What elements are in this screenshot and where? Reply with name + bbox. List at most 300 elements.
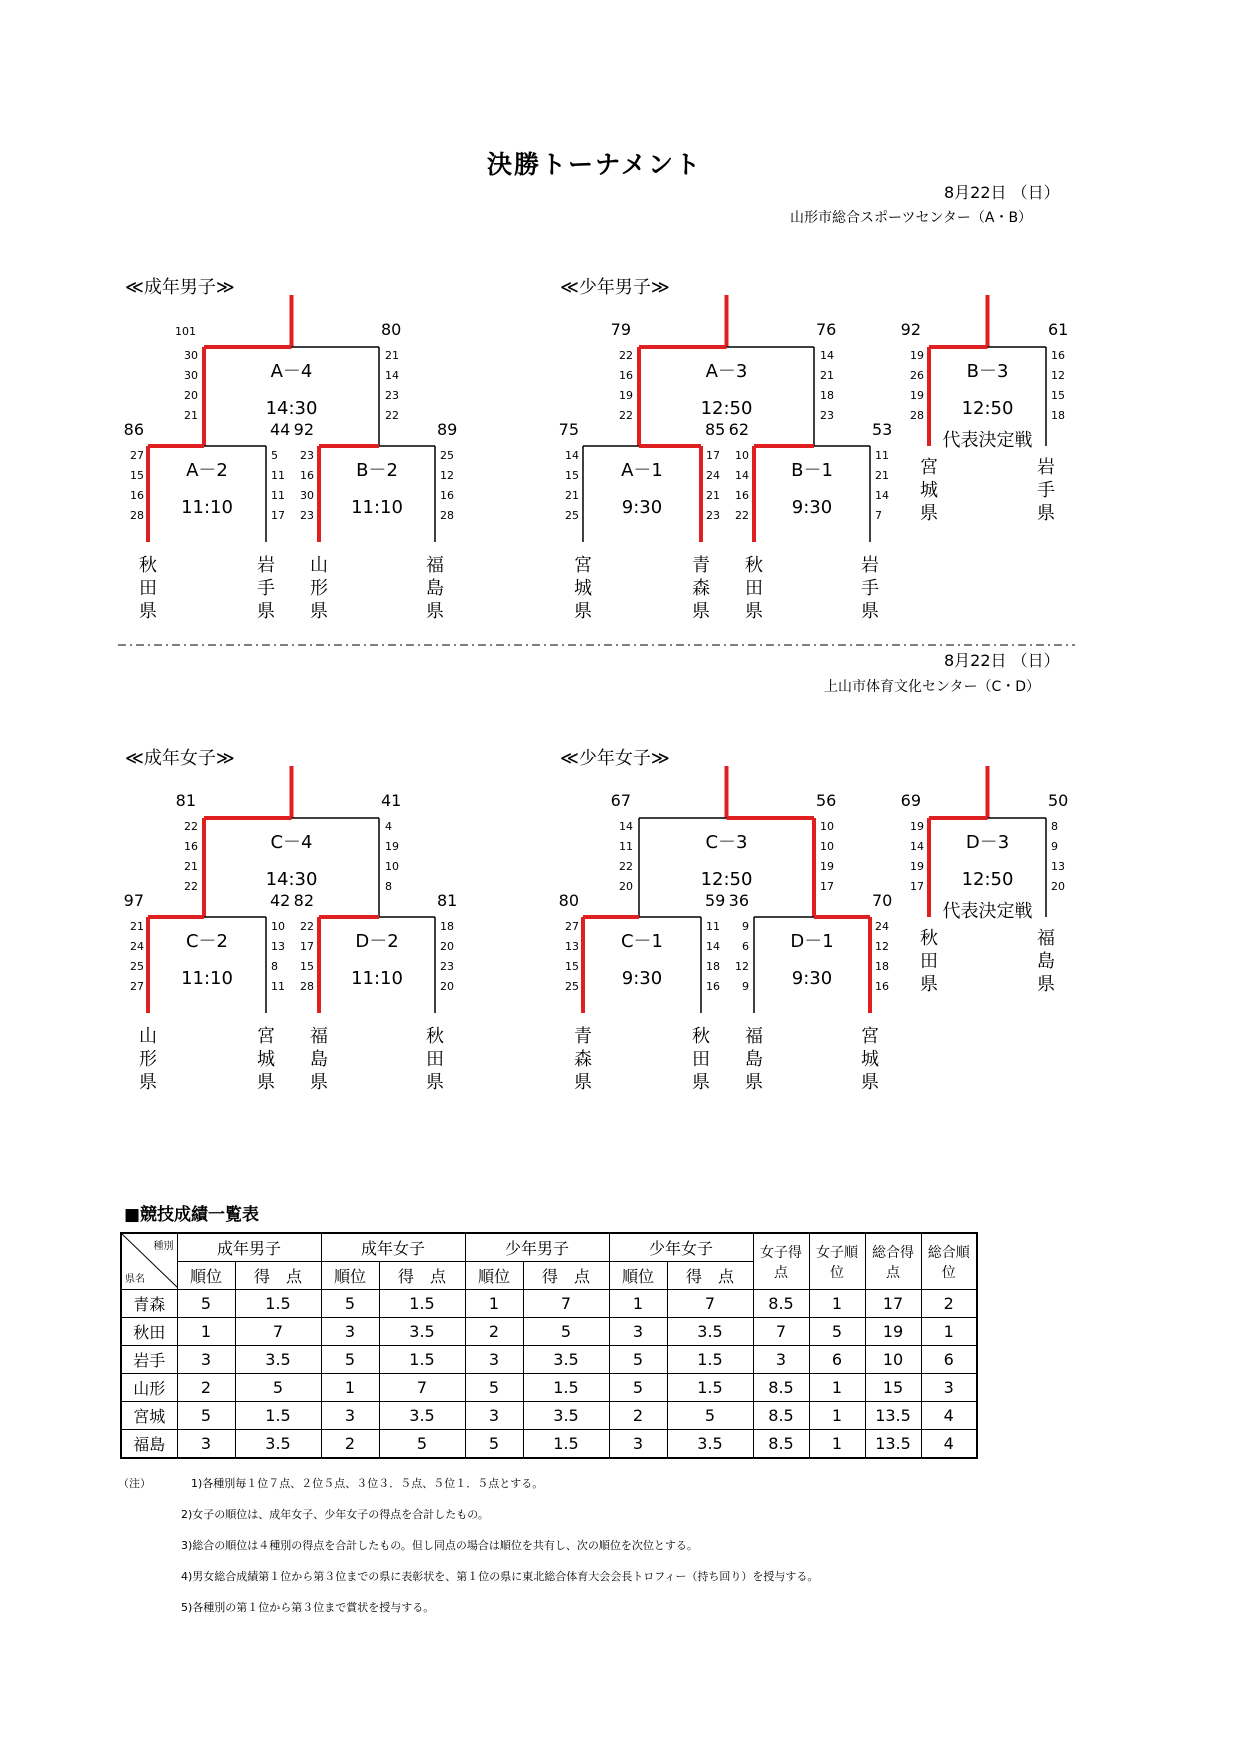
set-score: 13 bbox=[271, 940, 285, 953]
note-item: 4)男女総合成績第１位から第３位までの県に表彰状を、第１位の県に東北総合体育大会会長トロフィー（持ち回り）を授与する。 bbox=[181, 1570, 819, 1583]
team-name-char: 岩 bbox=[861, 555, 879, 576]
team-name-char: 福 bbox=[1037, 928, 1055, 949]
sub-header: 順位 bbox=[465, 1262, 523, 1290]
match-time: 9:30 bbox=[621, 497, 663, 518]
set-score: 14 bbox=[565, 449, 579, 462]
set-score: 14 bbox=[820, 349, 834, 362]
team-name-char: 手 bbox=[861, 578, 879, 599]
match-code: C－1 bbox=[620, 931, 664, 952]
team-name-char: 岩 bbox=[1037, 457, 1055, 478]
result-cell: 8.5 bbox=[753, 1402, 809, 1430]
set-score: 16 bbox=[706, 980, 720, 993]
team-name-char: 県 bbox=[692, 1072, 710, 1093]
prefecture-cell: 青森 bbox=[121, 1290, 177, 1318]
set-score: 21 bbox=[875, 469, 889, 482]
total-score: 36 bbox=[728, 891, 749, 910]
result-cell: 3 bbox=[321, 1318, 379, 1346]
set-score: 20 bbox=[1051, 880, 1065, 893]
total-score: 76 bbox=[816, 320, 837, 339]
set-score: 19 bbox=[820, 860, 834, 873]
total-score: 79 bbox=[610, 320, 631, 339]
team-name-char: 田 bbox=[426, 1049, 444, 1070]
team-name-char: 城 bbox=[257, 1049, 275, 1070]
match-code: C－2 bbox=[185, 931, 229, 952]
sub-header: 得 点 bbox=[523, 1262, 609, 1290]
set-score: 15 bbox=[300, 960, 314, 973]
team-name-char: 県 bbox=[920, 974, 938, 995]
set-score: 19 bbox=[910, 349, 924, 362]
set-score: 20 bbox=[184, 389, 198, 402]
match-time: 11:10 bbox=[181, 497, 233, 518]
total-score: 69 bbox=[900, 791, 921, 810]
prefecture-cell: 宮城 bbox=[121, 1402, 177, 1430]
result-cell: 6 bbox=[921, 1346, 977, 1374]
sub-header: 得 点 bbox=[235, 1262, 321, 1290]
result-cell: 1.5 bbox=[667, 1374, 753, 1402]
set-score: 19 bbox=[910, 389, 924, 402]
group-header: 成年男子 bbox=[177, 1233, 321, 1262]
team-name-char: 田 bbox=[692, 1049, 710, 1070]
result-cell: 5 bbox=[609, 1346, 667, 1374]
total-score: 42 bbox=[270, 891, 291, 910]
match-time: 9:30 bbox=[791, 497, 833, 518]
team-name-char: 宮 bbox=[920, 457, 938, 478]
team-name-char: 秋 bbox=[692, 1026, 710, 1047]
team-name-char: 田 bbox=[745, 578, 763, 599]
team-name-char: 県 bbox=[310, 601, 328, 622]
team-name-char: 島 bbox=[426, 578, 444, 599]
match-code: D－3 bbox=[965, 832, 1010, 853]
set-score: 17 bbox=[706, 449, 720, 462]
results-table bbox=[120, 1232, 978, 1459]
result-cell: 5 bbox=[809, 1318, 865, 1346]
set-score: 16 bbox=[440, 489, 454, 502]
match-note: 代表決定戦 bbox=[942, 901, 1033, 922]
set-score: 21 bbox=[385, 349, 399, 362]
total-score: 89 bbox=[437, 420, 458, 439]
result-cell: 17 bbox=[865, 1290, 921, 1318]
set-score: 6 bbox=[742, 940, 749, 953]
set-score: 23 bbox=[300, 509, 314, 522]
total-score: 86 bbox=[123, 420, 144, 439]
bracket-rep-shonen-joshi bbox=[901, 766, 1069, 995]
set-score: 22 bbox=[619, 409, 633, 422]
team-name-char: 島 bbox=[745, 1049, 763, 1070]
set-score: 5 bbox=[271, 449, 278, 462]
set-score: 14 bbox=[875, 489, 889, 502]
set-score: 27 bbox=[130, 980, 144, 993]
bracket-rep-shonen-danshi bbox=[901, 295, 1069, 524]
team-name-char: 島 bbox=[310, 1049, 328, 1070]
extra-header: 女子順位 bbox=[809, 1233, 865, 1290]
set-score: 21 bbox=[184, 409, 198, 422]
set-score: 16 bbox=[1051, 349, 1065, 362]
set-score: 23 bbox=[820, 409, 834, 422]
team-name-char: 城 bbox=[574, 578, 592, 599]
table-row bbox=[121, 1290, 977, 1318]
match-code: C－4 bbox=[270, 832, 313, 853]
result-cell: 3 bbox=[921, 1374, 977, 1402]
group-header: 少年女子 bbox=[609, 1233, 753, 1262]
team-name-char: 岩 bbox=[257, 555, 275, 576]
extra-header: 総合得点 bbox=[865, 1233, 921, 1290]
division-label-seinen-joshi: ≪成年女子≫ bbox=[125, 748, 235, 769]
set-score: 18 bbox=[875, 960, 889, 973]
total-score: 80 bbox=[381, 320, 402, 339]
set-score: 16 bbox=[735, 489, 749, 502]
result-cell: 13.5 bbox=[865, 1430, 921, 1459]
group-header: 少年男子 bbox=[465, 1233, 609, 1262]
team-name-char: 山 bbox=[310, 555, 328, 576]
result-cell: 5 bbox=[177, 1402, 235, 1430]
total-score: 67 bbox=[610, 791, 631, 810]
division-label-shonen-joshi: ≪少年女子≫ bbox=[560, 748, 670, 769]
set-score: 18 bbox=[1051, 409, 1065, 422]
result-cell: 1 bbox=[809, 1374, 865, 1402]
table-row bbox=[121, 1318, 977, 1346]
prefecture-cell: 岩手 bbox=[121, 1346, 177, 1374]
result-cell: 3 bbox=[609, 1430, 667, 1459]
set-score: 24 bbox=[875, 920, 889, 933]
set-score: 19 bbox=[619, 389, 633, 402]
match-code: B－1 bbox=[791, 460, 833, 481]
set-score: 24 bbox=[706, 469, 720, 482]
total-score: 62 bbox=[728, 420, 749, 439]
set-score: 12 bbox=[735, 960, 749, 973]
corner-cell bbox=[121, 1233, 177, 1290]
set-score: 10 bbox=[385, 860, 399, 873]
total-score: 80 bbox=[558, 891, 579, 910]
team-name-char: 県 bbox=[257, 601, 275, 622]
note-item: 3)総合の順位は４種別の得点を合計したもの。但し同点の場合は順位を共有し、次の順位を次位とする。 bbox=[181, 1539, 698, 1552]
team-name-char: 県 bbox=[745, 1072, 763, 1093]
group-header: 成年女子 bbox=[321, 1233, 465, 1262]
result-cell: 1.5 bbox=[379, 1290, 465, 1318]
set-score: 15 bbox=[565, 469, 579, 482]
extra-header: 総合順位 bbox=[921, 1233, 977, 1290]
team-name-char: 県 bbox=[692, 601, 710, 622]
team-name-char: 宮 bbox=[574, 555, 592, 576]
result-cell: 7 bbox=[235, 1318, 321, 1346]
result-cell: 2 bbox=[609, 1402, 667, 1430]
set-score: 22 bbox=[184, 880, 198, 893]
set-score: 19 bbox=[385, 840, 399, 853]
result-cell: 3 bbox=[177, 1346, 235, 1374]
result-cell: 3.5 bbox=[667, 1318, 753, 1346]
result-cell: 5 bbox=[523, 1318, 609, 1346]
set-score: 13 bbox=[1051, 860, 1065, 873]
total-score: 59 bbox=[705, 891, 726, 910]
result-cell: 3.5 bbox=[235, 1346, 321, 1374]
team-name-char: 森 bbox=[574, 1049, 592, 1070]
results-heading: ■競技成績一覧表 bbox=[124, 1205, 260, 1225]
prefecture-cell: 山形 bbox=[121, 1374, 177, 1402]
match-code: D－2 bbox=[355, 931, 399, 952]
team-name-char: 県 bbox=[745, 601, 763, 622]
match-time: 12:50 bbox=[961, 869, 1014, 890]
match-code: A－3 bbox=[705, 361, 748, 382]
team-name-char: 秋 bbox=[745, 555, 763, 576]
team-name-char: 県 bbox=[1037, 503, 1055, 524]
total-score: 56 bbox=[816, 791, 837, 810]
date-1: 8月22日 （日） bbox=[944, 183, 1060, 202]
result-cell: 1.5 bbox=[235, 1402, 321, 1430]
team-name-char: 田 bbox=[139, 578, 157, 599]
result-cell: 5 bbox=[465, 1430, 523, 1459]
team-name-char: 福 bbox=[310, 1026, 328, 1047]
set-score: 16 bbox=[184, 840, 198, 853]
result-cell: 7 bbox=[523, 1290, 609, 1318]
result-cell: 5 bbox=[321, 1290, 379, 1318]
set-score: 28 bbox=[300, 980, 314, 993]
result-cell: 5 bbox=[609, 1374, 667, 1402]
result-cell: 2 bbox=[921, 1290, 977, 1318]
match-code: A－1 bbox=[621, 460, 663, 481]
set-score: 16 bbox=[875, 980, 889, 993]
set-score: 23 bbox=[440, 960, 454, 973]
set-score: 13 bbox=[565, 940, 579, 953]
set-score: 27 bbox=[565, 920, 579, 933]
total-score: 97 bbox=[123, 891, 144, 910]
sub-header: 得 点 bbox=[379, 1262, 465, 1290]
division-label-seinen-danshi: ≪成年男子≫ bbox=[125, 277, 235, 298]
result-cell: 1 bbox=[177, 1318, 235, 1346]
result-cell: 5 bbox=[379, 1430, 465, 1459]
match-note: 代表決定戦 bbox=[942, 430, 1033, 451]
result-cell: 19 bbox=[865, 1318, 921, 1346]
total-score: 41 bbox=[381, 791, 402, 810]
set-score: 25 bbox=[440, 449, 454, 462]
result-cell: 1 bbox=[609, 1290, 667, 1318]
set-score: 22 bbox=[735, 509, 749, 522]
date-2: 8月22日 （日） bbox=[944, 651, 1060, 670]
result-cell: 8.5 bbox=[753, 1290, 809, 1318]
team-name-char: 山 bbox=[139, 1026, 157, 1047]
bracket-shonen-joshi bbox=[559, 766, 893, 1093]
total-score: 53 bbox=[872, 420, 893, 439]
team-name-char: 県 bbox=[1037, 974, 1055, 995]
set-score: 22 bbox=[619, 860, 633, 873]
page-title: 決勝トーナメント bbox=[487, 150, 703, 179]
result-cell: 15 bbox=[865, 1374, 921, 1402]
set-score: 20 bbox=[619, 880, 633, 893]
table-row bbox=[121, 1346, 977, 1374]
prefecture-cell: 福島 bbox=[121, 1430, 177, 1459]
set-score: 30 bbox=[300, 489, 314, 502]
result-cell: 1.5 bbox=[667, 1346, 753, 1374]
result-cell: 8.5 bbox=[753, 1374, 809, 1402]
set-score: 26 bbox=[910, 369, 924, 382]
set-score: 9 bbox=[1051, 840, 1058, 853]
table-row bbox=[121, 1430, 977, 1459]
division-label-shonen-danshi: ≪少年男子≫ bbox=[560, 277, 670, 298]
match-time: 12:50 bbox=[700, 869, 753, 890]
set-score: 22 bbox=[385, 409, 399, 422]
result-cell: 1.5 bbox=[523, 1374, 609, 1402]
result-cell: 7 bbox=[667, 1290, 753, 1318]
match-time: 11:10 bbox=[351, 497, 403, 518]
set-score: 11 bbox=[271, 980, 285, 993]
set-score: 16 bbox=[300, 469, 314, 482]
set-score: 20 bbox=[440, 980, 454, 993]
result-cell: 3 bbox=[465, 1346, 523, 1374]
team-name-char: 宮 bbox=[861, 1026, 879, 1047]
extra-header: 女子得点 bbox=[753, 1233, 809, 1290]
team-name-char: 県 bbox=[257, 1072, 275, 1093]
set-score: 27 bbox=[130, 449, 144, 462]
set-score: 19 bbox=[910, 820, 924, 833]
set-score: 9 bbox=[742, 980, 749, 993]
note-item: 1)各種別毎１位７点、２位５点、３位３．５点、５位１．５点とする。 bbox=[191, 1477, 544, 1490]
set-score: 16 bbox=[130, 489, 144, 502]
match-time: 12:50 bbox=[961, 398, 1014, 419]
set-score: 21 bbox=[820, 369, 834, 382]
result-cell: 3.5 bbox=[379, 1402, 465, 1430]
result-cell: 1.5 bbox=[379, 1346, 465, 1374]
set-score: 11 bbox=[619, 840, 633, 853]
team-name-char: 島 bbox=[1037, 951, 1055, 972]
corner-bottom-label: 県名 bbox=[125, 1274, 145, 1285]
set-score: 24 bbox=[130, 940, 144, 953]
set-score: 10 bbox=[820, 820, 834, 833]
result-cell: 1 bbox=[465, 1290, 523, 1318]
set-score: 18 bbox=[706, 960, 720, 973]
result-cell: 10 bbox=[865, 1346, 921, 1374]
team-name-char: 県 bbox=[426, 1072, 444, 1093]
set-score: 22 bbox=[184, 820, 198, 833]
set-score: 15 bbox=[130, 469, 144, 482]
set-score: 17 bbox=[271, 509, 285, 522]
set-score: 22 bbox=[619, 349, 633, 362]
prefecture-cell: 秋田 bbox=[121, 1318, 177, 1346]
total-score: 101 bbox=[175, 325, 196, 338]
match-code: A－2 bbox=[186, 460, 228, 481]
result-cell: 5 bbox=[235, 1374, 321, 1402]
match-code: A－4 bbox=[270, 361, 313, 382]
team-name-char: 形 bbox=[139, 1049, 157, 1070]
sub-header: 順位 bbox=[321, 1262, 379, 1290]
set-score: 12 bbox=[440, 469, 454, 482]
set-score: 28 bbox=[440, 509, 454, 522]
set-score: 14 bbox=[385, 369, 399, 382]
set-score: 17 bbox=[300, 940, 314, 953]
venue-2: 上山市体育文化センター（C・D） bbox=[824, 679, 1040, 695]
match-time: 11:10 bbox=[351, 968, 403, 989]
set-score: 7 bbox=[875, 509, 882, 522]
total-score: 82 bbox=[293, 891, 314, 910]
team-name-char: 県 bbox=[426, 601, 444, 622]
table-row bbox=[121, 1374, 977, 1402]
set-score: 10 bbox=[735, 449, 749, 462]
set-score: 17 bbox=[820, 880, 834, 893]
bracket-seinen-danshi bbox=[124, 295, 458, 622]
total-score: 75 bbox=[558, 420, 579, 439]
set-score: 8 bbox=[1051, 820, 1058, 833]
set-score: 9 bbox=[742, 920, 749, 933]
result-cell: 8.5 bbox=[753, 1430, 809, 1459]
match-time: 9:30 bbox=[621, 968, 663, 989]
result-cell: 1 bbox=[921, 1318, 977, 1346]
match-code: B－2 bbox=[356, 460, 398, 481]
set-score: 14 bbox=[706, 940, 720, 953]
total-score: 50 bbox=[1048, 791, 1069, 810]
team-name-char: 県 bbox=[920, 503, 938, 524]
table-row bbox=[121, 1402, 977, 1430]
result-cell: 2 bbox=[321, 1430, 379, 1459]
team-name-char: 青 bbox=[574, 1026, 592, 1047]
set-score: 23 bbox=[300, 449, 314, 462]
note-item: 2)女子の順位は、成年女子、少年女子の得点を合計したもの。 bbox=[181, 1508, 489, 1521]
result-cell: 1 bbox=[809, 1290, 865, 1318]
result-cell: 6 bbox=[809, 1346, 865, 1374]
result-cell: 1 bbox=[809, 1430, 865, 1459]
result-cell: 4 bbox=[921, 1402, 977, 1430]
team-name-char: 県 bbox=[139, 1072, 157, 1093]
total-score: 44 bbox=[270, 420, 291, 439]
result-cell: 1.5 bbox=[523, 1430, 609, 1459]
team-name-char: 福 bbox=[745, 1026, 763, 1047]
match-code: B－3 bbox=[966, 361, 1009, 382]
team-name-char: 手 bbox=[1037, 480, 1055, 501]
team-name-char: 秋 bbox=[139, 555, 157, 576]
team-name-char: 宮 bbox=[257, 1026, 275, 1047]
set-score: 25 bbox=[565, 980, 579, 993]
result-cell: 3 bbox=[465, 1402, 523, 1430]
set-score: 23 bbox=[385, 389, 399, 402]
set-score: 21 bbox=[184, 860, 198, 873]
set-score: 14 bbox=[910, 840, 924, 853]
total-score: 85 bbox=[705, 420, 726, 439]
match-code: C－3 bbox=[705, 832, 748, 853]
set-score: 21 bbox=[706, 489, 720, 502]
set-score: 19 bbox=[910, 860, 924, 873]
result-cell: 3 bbox=[321, 1402, 379, 1430]
team-name-char: 田 bbox=[920, 951, 938, 972]
set-score: 21 bbox=[565, 489, 579, 502]
corner-top-label: 種別 bbox=[153, 1241, 174, 1252]
team-name-char: 福 bbox=[426, 555, 444, 576]
bracket-shonen-danshi bbox=[559, 295, 893, 622]
result-cell: 13.5 bbox=[865, 1402, 921, 1430]
set-score: 11 bbox=[271, 469, 285, 482]
team-name-char: 青 bbox=[692, 555, 710, 576]
set-score: 17 bbox=[910, 880, 924, 893]
total-score: 81 bbox=[175, 791, 196, 810]
result-cell: 3.5 bbox=[523, 1346, 609, 1374]
notes-label: （注） bbox=[118, 1477, 151, 1490]
result-cell: 1.5 bbox=[235, 1290, 321, 1318]
team-name-char: 県 bbox=[861, 1072, 879, 1093]
set-score: 11 bbox=[706, 920, 720, 933]
set-score: 4 bbox=[385, 820, 392, 833]
set-score: 15 bbox=[565, 960, 579, 973]
result-cell: 3 bbox=[753, 1346, 809, 1374]
match-time: 11:10 bbox=[181, 968, 233, 989]
match-time: 14:30 bbox=[265, 869, 318, 890]
result-cell: 5 bbox=[321, 1346, 379, 1374]
set-score: 16 bbox=[619, 369, 633, 382]
result-cell: 3.5 bbox=[379, 1318, 465, 1346]
team-name-char: 秋 bbox=[920, 928, 938, 949]
team-name-char: 県 bbox=[139, 601, 157, 622]
team-name-char: 秋 bbox=[426, 1026, 444, 1047]
set-score: 18 bbox=[440, 920, 454, 933]
set-score: 20 bbox=[440, 940, 454, 953]
set-score: 10 bbox=[820, 840, 834, 853]
team-name-char: 手 bbox=[257, 578, 275, 599]
bracket-seinen-joshi bbox=[124, 766, 458, 1093]
result-cell: 2 bbox=[177, 1374, 235, 1402]
